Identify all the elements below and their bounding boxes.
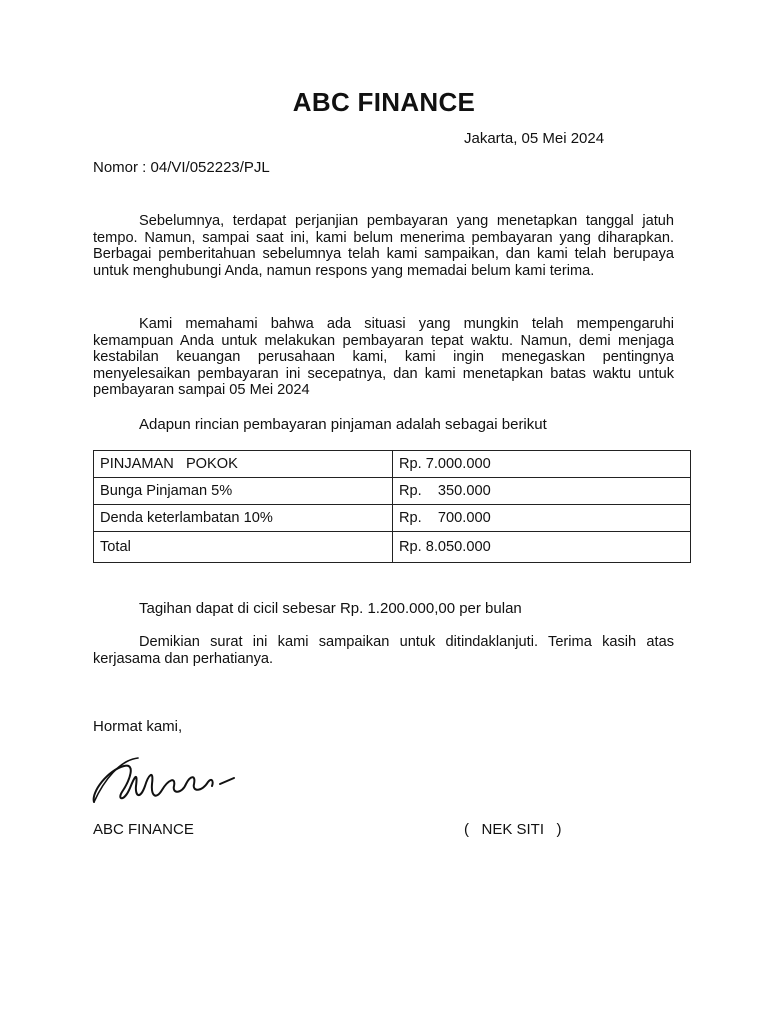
place-date: Jakarta, 05 Mei 2024 bbox=[464, 130, 605, 147]
letter-number: Nomor : 04/VI/052223/PJL bbox=[93, 159, 270, 176]
letter-title: ABC FINANCE bbox=[292, 87, 476, 117]
installment-note: Tagihan dapat di cicil sebesar Rp. 1.200.000,00 per bulan bbox=[139, 600, 522, 617]
signature bbox=[90, 750, 250, 812]
row-label: Total bbox=[94, 532, 393, 563]
signer-name: ( NEK SITI ) bbox=[464, 821, 562, 838]
details-intro: Adapun rincian pembayaran pinjaman adalah sebagai berikut bbox=[139, 416, 547, 433]
paragraph-1: Sebelumnya, terdapat perjanjian pembayaran yang menetapkan tanggal jatuh tempo. Namun, sampai saat ini, kami belum menerima pembayaran yang diharapkan. Berbagai pemberitahuan sebelumnya telah kami sampaikan, dan kami telah berupaya untuk menghubungi Anda, namun respons yang memadai belum kami terima. bbox=[93, 213, 674, 279]
payment-details-table bbox=[93, 450, 691, 563]
table-row bbox=[94, 478, 691, 505]
table-row bbox=[94, 532, 691, 563]
row-label: PINJAMAN POKOK bbox=[94, 451, 393, 478]
salutation: Hormat kami, bbox=[93, 718, 183, 735]
paragraph-2: Kami memahami bahwa ada situasi yang mungkin telah mempengaruhi kemampuan Anda untuk melakukan pembayaran tepat waktu. Namun, demi menjaga kestabilan keuangan perusahaan kami, kami ingin menegaskan pentingnya menyelesaikan pembayaran ini secepatnya, dan kami menetapkan batas waktu untuk pembayaran sampai 05 Mei 2024 bbox=[93, 316, 674, 399]
row-label: Bunga Pinjaman 5% bbox=[94, 478, 393, 505]
row-value: Rp. 700.000 bbox=[393, 505, 691, 532]
row-value: Rp. 7.000.000 bbox=[393, 451, 691, 478]
closing-paragraph: Demikian surat ini kami sampaikan untuk ditindaklanjuti. Terima kasih atas kerjasama dan perhatianya. bbox=[93, 634, 674, 667]
row-value: Rp. 350.000 bbox=[393, 478, 691, 505]
company-signature-name: ABC FINANCE bbox=[93, 821, 194, 838]
row-value: Rp. 8.050.000 bbox=[393, 532, 691, 563]
table-row bbox=[94, 451, 691, 478]
row-label: Denda keterlambatan 10% bbox=[94, 505, 393, 532]
table-row bbox=[94, 505, 691, 532]
